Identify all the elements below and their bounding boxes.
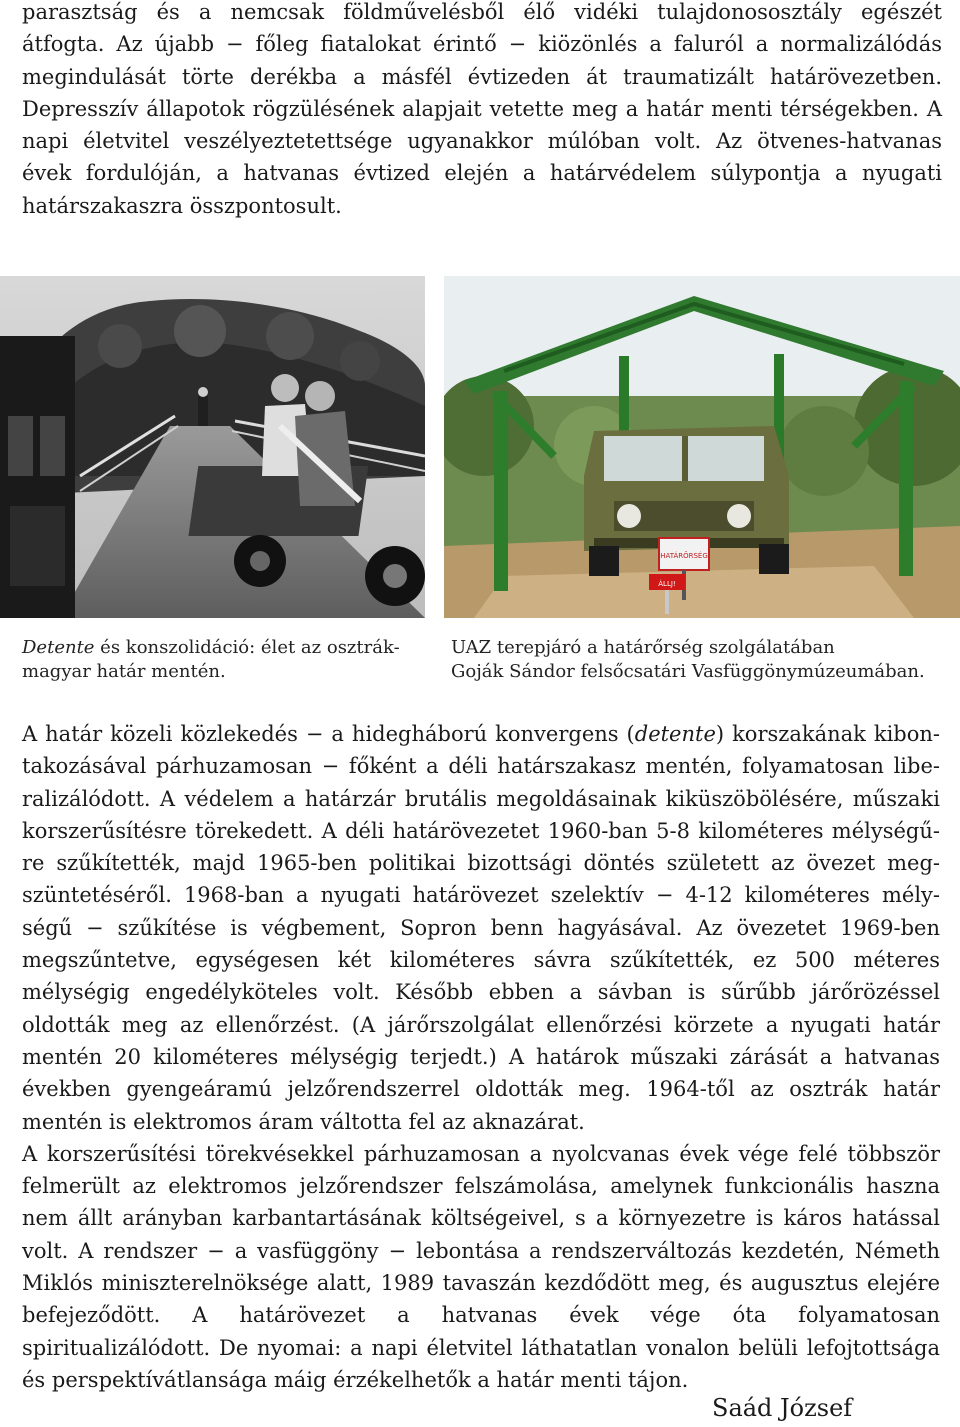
photo-border-road — [0, 276, 425, 618]
red-sign-text: ÁLLJ! — [658, 580, 676, 588]
caption-left-rest: és konszolidáció: élet az osztrák- — [94, 637, 400, 658]
body-line: mélységig engedélyköteles volt. Később ebben a sávban is sűrűbb járőrözéssel — [22, 980, 940, 1005]
author-signature: Saád József — [712, 1394, 853, 1422]
body-line: ralizálódott. A védelem a határzár brutális megoldásainak kiküszöbölésére, műszaki — [22, 786, 940, 811]
caption-right — [451, 636, 956, 684]
photo-uaz-jeep — [444, 276, 960, 618]
body-line: ségű − szűkítése is végbement, Sopron benn hagyásával. Az övezetet 1969-ben — [22, 915, 940, 940]
board-sign-text: HATÁRŐRSÉG — [660, 552, 708, 560]
text-line: Depresszív állapotok rögzülésének alapjait vetette meg a határ menti térségekben. A — [22, 96, 942, 121]
body-line: A korszerűsítési törekvésekkel párhuzamosan a nyolcvanas évek vége felé többször — [22, 1141, 940, 1166]
body-line: években gyengeáramú jelzőrendszerrel oldották meg. 1964-től az osztrák határ — [22, 1077, 940, 1102]
caption-right-line1: UAZ terepjáró a határőrség szolgálatában — [451, 637, 835, 658]
body-line: korszerűsítésre törekedett. A déli határövezetet 1960-ban 5-8 kilométeres mélységű- — [22, 818, 940, 843]
body-italic: detente — [634, 722, 716, 746]
body-line: Miklós miniszterelnöksége alatt, 1989 tavaszán kezdődött meg, és augusztus elejére — [22, 1271, 940, 1296]
photo-uaz-jeep-image — [444, 276, 960, 618]
body-line: mentén is elektromos áram váltotta fel az aknazárat. — [22, 1109, 585, 1134]
text-line: napi életvitel veszélyeztetettsége ugyanakkor múlóban volt. Az ötvenes-hatvanas — [22, 129, 942, 154]
body-text — [22, 718, 940, 1396]
text-line: megindulását törte derékba a másfél évtizeden át traumatizált határövezetben. — [22, 64, 942, 89]
body-line: megszűntetve, egységesen két kilométeres sávra szűkítették, ez 500 méteres — [22, 948, 940, 973]
text-line: határszakaszra összpontosult. — [22, 193, 342, 218]
top-paragraph — [22, 0, 942, 222]
photo-border-road-image — [0, 276, 425, 618]
body-line: nem állt arányban karbantartásának költségeivel, s a környezetre is káros hatással — [22, 1206, 940, 1231]
body-line: és perspektívátlansága máig érzékelhetők a határ menti tájon. — [22, 1367, 689, 1392]
caption-left — [22, 636, 422, 684]
body-line-first — [22, 718, 940, 750]
body-line: volt. A rendszer − a vasfüggöny − lebontása a rendszerváltozás kezdetén, Németh — [22, 1238, 940, 1263]
text-line: évek fordulóján, a hatvanas évtized elején a határvédelem súlypontja a nyugati — [22, 161, 942, 186]
caption-right-line2: Goják Sándor felsőcsatári Vasfüggönymúzeumában. — [451, 661, 925, 682]
body-line: oldották meg az ellenőrzést. (A járőrszolgálat ellenőrzési körzete a nyugati határ — [22, 1012, 940, 1037]
text-line: átfogta. Az újabb − főleg fiatalokat érintő − kiözönlés a faluról a normalizálódás — [22, 32, 942, 57]
body-line: takozásával párhuzamosan − főként a déli határszakasz mentén, folyamatosan libe- — [22, 754, 940, 779]
body-line: felmerült az elektromos jelzőrendszer felszámolása, amelynek funkcionális haszna — [22, 1174, 940, 1199]
caption-italic: Detente — [22, 637, 95, 658]
caption-left-line2: magyar határ mentén. — [22, 661, 226, 682]
body-line: szüntetéséről. 1968-ban a nyugati határövezet szelektív − 4-12 kilométeres mély- — [22, 883, 940, 908]
body-line: spiritualizálódott. De nyomai: a napi életvitel láthatatlan vonalon belüli lefojtottsága — [22, 1335, 940, 1360]
body-line: mentén 20 kilométeres mélységig terjedt.) A határok műszaki zárását a hatvanas — [22, 1044, 940, 1069]
body-line-first-a: A határ közeli közlekedés − a hidegháború konvergens ( — [22, 722, 635, 746]
caption-left-line1 — [22, 636, 422, 660]
body-line: re szűkítették, majd 1965-ben politikai bizottsági döntés született az övezet meg- — [22, 851, 940, 876]
body-line-first-b: ) korszakának kibon- — [715, 722, 940, 746]
body-line: befejeződött. A határövezet a hatvanas évek vége óta folyamatosan — [22, 1303, 940, 1328]
text-line: parasztság és a nemcsak földművelésből élő vidéki tulajdonososztály egészét — [22, 0, 942, 24]
